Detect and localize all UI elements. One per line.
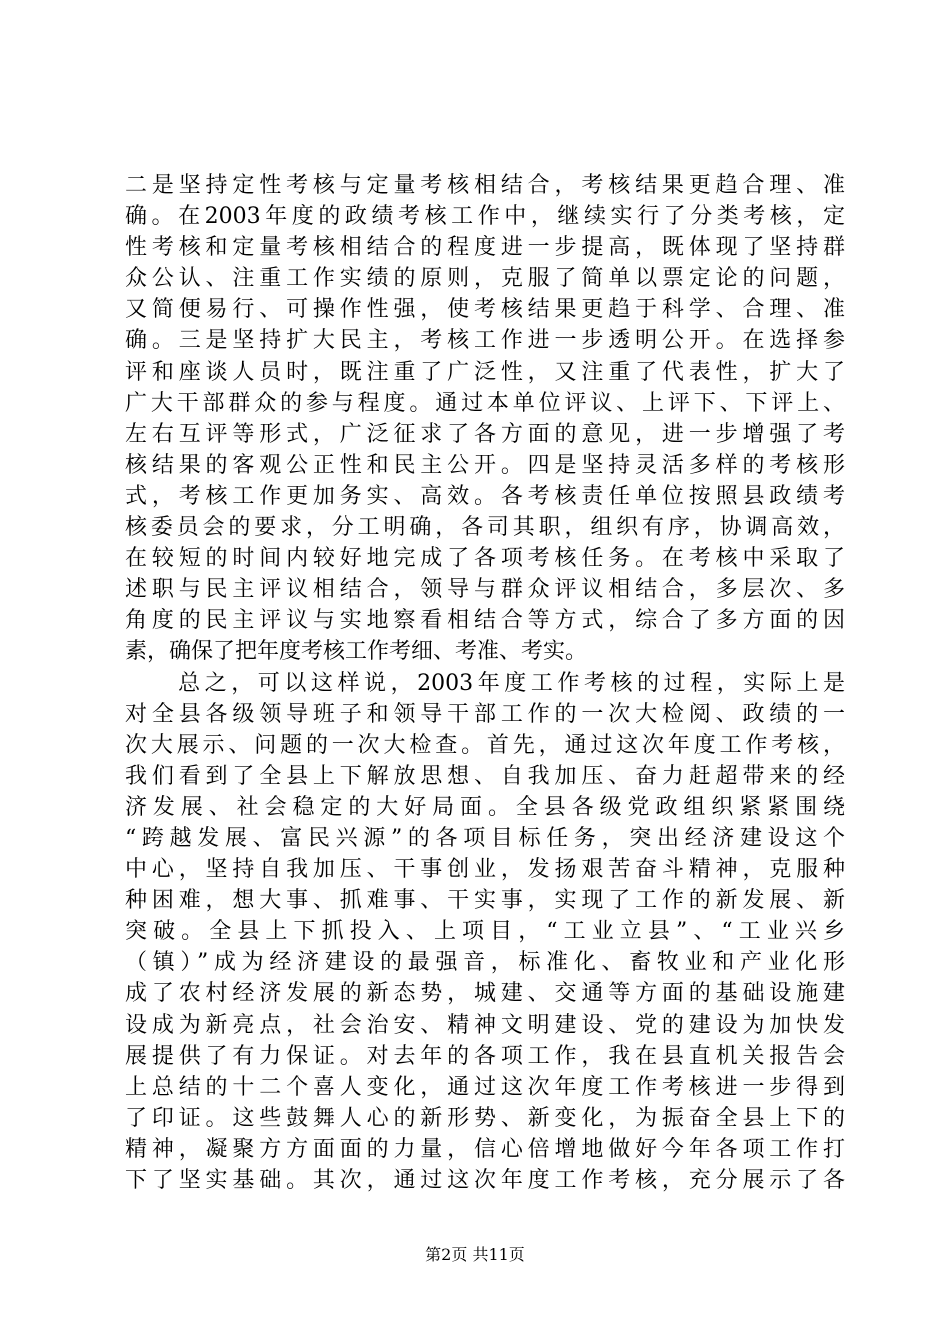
text-line: 种困难，想大事、抓难事、干实事，实现了工作的新发展、新 bbox=[125, 888, 845, 914]
text-line: 确。在2003年度的政绩考核工作中，继续实行了分类考核，定 bbox=[125, 204, 845, 230]
text-line: 核委员会的要求，分工明确，各司其职，组织有序，协调高效， bbox=[125, 515, 845, 541]
text-line: 确。三是坚持扩大民主，考核工作进一步透明公开。在选择参 bbox=[125, 328, 845, 354]
text-line: 成了农村经济发展的新态势，城建、交通等方面的基础设施建 bbox=[125, 981, 845, 1007]
text-line: 精神，凝聚方方面面的力量，信心倍增地做好今年各项工作打 bbox=[125, 1136, 845, 1162]
text-line: 次大展示、问题的一次大检查。首先，通过这次年度工作考核， bbox=[125, 732, 845, 758]
text-line: 核结果的客观公正性和民主公开。四是坚持灵活多样的考核形 bbox=[125, 452, 845, 478]
text-line: 中心，坚持自我加压、干事创业，发扬艰苦奋斗精神，克服种 bbox=[125, 857, 845, 883]
text-line: 左右互评等形式，广泛征求了各方面的意见，进一步增强了考 bbox=[125, 421, 845, 447]
text-line: 下了坚实基础。其次，通过这次年度工作考核，充分展示了各 bbox=[125, 1168, 845, 1193]
text-line: 角度的民主评议与实地察看相结合等方式，综合了多方面的因 bbox=[125, 608, 845, 634]
text-line: 对全县各级领导班子和领导干部工作的一次大检阅、政绩的一 bbox=[125, 701, 845, 727]
text-line: 了印证。这些鼓舞人心的新形势、新变化，为振奋全县上下的 bbox=[125, 1105, 845, 1131]
text-line: 广大干部群众的参与程度。通过本单位评议、上评下、下评上、 bbox=[125, 390, 845, 416]
text-line: 在较短的时间内较好地完成了各项考核任务。在考核中采取了 bbox=[125, 546, 845, 572]
text-line: （镇）”成为经济建设的最强音，标准化、畜牧业和产业化形 bbox=[125, 950, 845, 976]
paragraph-last-line: 素，确保了把年度考核工作考细、考准、考实。 bbox=[125, 639, 588, 665]
body-text bbox=[125, 170, 845, 1196]
text-line: 评和座谈人员时，既注重了广泛性，又注重了代表性，扩大了 bbox=[125, 359, 845, 385]
text-line: 又简便易行、可操作性强，使考核结果更趋于科学、合理、准 bbox=[125, 297, 845, 323]
text-line: 我们看到了全县上下解放思想、自我加压、奋力赶超带来的经 bbox=[125, 763, 845, 789]
text-line: 展提供了有力保证。对去年的各项工作，我在县直机关报告会 bbox=[125, 1043, 845, 1069]
text-line: 众公认、注重工作实绩的原则，克服了简单以票定论的问题， bbox=[125, 266, 845, 292]
page-number-footer: 第2页 共11页 bbox=[425, 1245, 525, 1264]
text-line: 述职与民主评议相结合，领导与群众评议相结合，多层次、多 bbox=[125, 577, 845, 603]
text-line: 式，考核工作更加务实、高效。各考核责任单位按照县政绩考 bbox=[125, 483, 845, 509]
text-line: 性考核和定量考核相结合的程度进一步提高，既体现了坚持群 bbox=[125, 235, 845, 261]
text-line: 济发展、社会稳定的大好局面。全县各级党政组织紧紧围绕 bbox=[125, 794, 845, 820]
text-line: 设成为新亮点，社会治安、精神文明建设、党的建设为加快发 bbox=[125, 1012, 845, 1038]
text-line: 二是坚持定性考核与定量考核相结合，考核结果更趋合理、准 bbox=[125, 173, 845, 198]
paragraph-first-line: 总之，可以这样说，2003年度工作考核的过程，实际上是 bbox=[125, 670, 845, 696]
text-line: 上总结的十二个喜人变化，通过这次年度工作考核进一步得到 bbox=[125, 1074, 845, 1100]
text-line: 突破。全县上下抓投入、上项目，“工业立县”、“工业兴乡 bbox=[125, 919, 845, 945]
text-line: “跨越发展、富民兴源”的各项目标任务，突出经济建设这个 bbox=[125, 825, 845, 851]
